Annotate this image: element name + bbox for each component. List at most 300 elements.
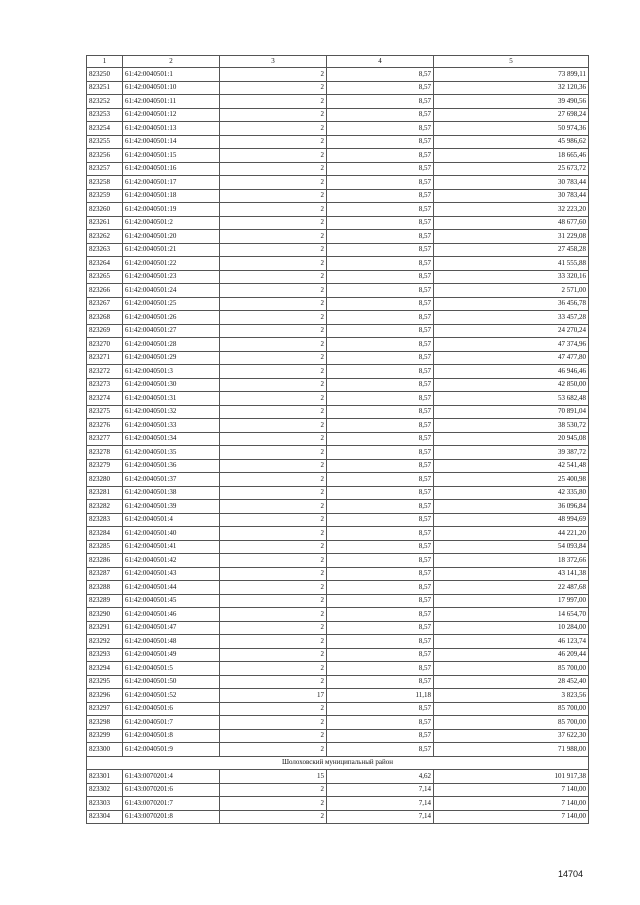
cell-cadastral-number: 61:42:0040501:5 <box>123 662 220 676</box>
table-row <box>87 149 589 163</box>
page-number: 14704 <box>557 869 583 879</box>
cell-cadastral-number: 61:42:0040501:13 <box>123 122 220 136</box>
cell-cadastral-number: 61:42:0040501:26 <box>123 311 220 325</box>
table-row <box>87 702 589 716</box>
cell-cadastral-number: 61:42:0040501:11 <box>123 95 220 109</box>
cell-value: 42 335,80 <box>434 486 589 500</box>
cell-cadastral-number: 61:42:0040501:4 <box>123 513 220 527</box>
cell-col3: 2 <box>220 594 327 608</box>
cell-cadastral-number: 61:42:0040501:20 <box>123 230 220 244</box>
cell-cadastral-number: 61:42:0040501:30 <box>123 378 220 392</box>
cell-col4: 8,57 <box>327 729 434 743</box>
cell-id: 823280 <box>87 473 123 487</box>
cell-cadastral-number: 61:42:0040501:2 <box>123 216 220 230</box>
cell-cadastral-number: 61:42:0040501:24 <box>123 284 220 298</box>
cell-id: 823267 <box>87 297 123 311</box>
cell-value: 42 850,00 <box>434 378 589 392</box>
cell-value: 30 783,44 <box>434 189 589 203</box>
cell-value: 47 374,96 <box>434 338 589 352</box>
table-row <box>87 243 589 257</box>
cell-col3: 2 <box>220 122 327 136</box>
cell-cadastral-number: 61:42:0040501:36 <box>123 459 220 473</box>
table-row <box>87 635 589 649</box>
cell-value: 7 140,00 <box>434 783 589 797</box>
cell-id: 823287 <box>87 567 123 581</box>
cell-col3: 2 <box>220 338 327 352</box>
cell-value: 24 270,24 <box>434 324 589 338</box>
section-title: Шолоховский муниципальный район <box>87 756 589 770</box>
cell-id: 823279 <box>87 459 123 473</box>
table-row <box>87 351 589 365</box>
cell-col4: 8,57 <box>327 459 434 473</box>
table-row <box>87 338 589 352</box>
table-row <box>87 324 589 338</box>
cell-col3: 2 <box>220 108 327 122</box>
cell-id: 823277 <box>87 432 123 446</box>
cell-cadastral-number: 61:42:0040501:7 <box>123 716 220 730</box>
cell-col3: 2 <box>220 257 327 271</box>
table-row <box>87 122 589 136</box>
cell-cadastral-number: 61:42:0040501:6 <box>123 702 220 716</box>
cell-cadastral-number: 61:42:0040501:23 <box>123 270 220 284</box>
table-row <box>87 68 589 82</box>
cell-value: 28 452,40 <box>434 675 589 689</box>
cell-col3: 2 <box>220 243 327 257</box>
table-row <box>87 729 589 743</box>
cell-id: 823258 <box>87 176 123 190</box>
cell-value: 39 490,56 <box>434 95 589 109</box>
cell-value: 53 682,48 <box>434 392 589 406</box>
cell-value: 85 700,00 <box>434 702 589 716</box>
cell-value: 36 456,78 <box>434 297 589 311</box>
table-row <box>87 203 589 217</box>
cell-value: 7 140,00 <box>434 797 589 811</box>
cell-col4: 8,57 <box>327 540 434 554</box>
cell-col3: 2 <box>220 486 327 500</box>
cell-col3: 2 <box>220 783 327 797</box>
cell-col4: 11,18 <box>327 689 434 703</box>
table-row <box>87 378 589 392</box>
table-row <box>87 432 589 446</box>
cell-id: 823276 <box>87 419 123 433</box>
table-row <box>87 162 589 176</box>
table-row <box>87 392 589 406</box>
cell-col3: 2 <box>220 311 327 325</box>
cell-cadastral-number: 61:42:0040501:14 <box>123 135 220 149</box>
table-row <box>87 95 589 109</box>
cell-id: 823255 <box>87 135 123 149</box>
cell-col4: 7,14 <box>327 783 434 797</box>
table-row <box>87 810 589 824</box>
cell-cadastral-number: 61:42:0040501:44 <box>123 581 220 595</box>
cell-cadastral-number: 61:42:0040501:17 <box>123 176 220 190</box>
cell-col4: 8,57 <box>327 108 434 122</box>
cell-col4: 8,57 <box>327 68 434 82</box>
cell-id: 823262 <box>87 230 123 244</box>
cell-col4: 8,57 <box>327 675 434 689</box>
cell-id: 823272 <box>87 365 123 379</box>
cell-value: 39 387,72 <box>434 446 589 460</box>
cell-value: 27 698,24 <box>434 108 589 122</box>
cell-col4: 8,57 <box>327 743 434 757</box>
cell-col4: 8,57 <box>327 216 434 230</box>
cell-value: 85 700,00 <box>434 716 589 730</box>
table-row <box>87 216 589 230</box>
cell-value: 3 823,56 <box>434 689 589 703</box>
cell-col3: 17 <box>220 689 327 703</box>
table-row <box>87 270 589 284</box>
cell-cadastral-number: 61:42:0040501:39 <box>123 500 220 514</box>
cell-col3: 2 <box>220 392 327 406</box>
table-row <box>87 297 589 311</box>
cell-col3: 2 <box>220 176 327 190</box>
cell-col3: 2 <box>220 743 327 757</box>
table-row <box>87 500 589 514</box>
cell-col3: 2 <box>220 729 327 743</box>
cell-col4: 8,57 <box>327 81 434 95</box>
cell-col4: 8,57 <box>327 189 434 203</box>
table-row <box>87 230 589 244</box>
cell-col4: 8,57 <box>327 257 434 271</box>
cell-id: 823261 <box>87 216 123 230</box>
cell-col4: 8,57 <box>327 405 434 419</box>
cell-col4: 8,57 <box>327 162 434 176</box>
cell-col4: 8,57 <box>327 554 434 568</box>
cell-id: 823256 <box>87 149 123 163</box>
cell-value: 18 372,66 <box>434 554 589 568</box>
section-row <box>87 756 589 770</box>
cell-value: 54 093,84 <box>434 540 589 554</box>
cell-cadastral-number: 61:43:0070201:6 <box>123 783 220 797</box>
cell-id: 823304 <box>87 810 123 824</box>
cell-col3: 2 <box>220 432 327 446</box>
cell-col3: 2 <box>220 81 327 95</box>
cell-id: 823300 <box>87 743 123 757</box>
cell-cadastral-number: 61:43:0070201:7 <box>123 797 220 811</box>
table-row <box>87 648 589 662</box>
cell-cadastral-number: 61:42:0040501:31 <box>123 392 220 406</box>
cell-col4: 8,57 <box>327 635 434 649</box>
cell-id: 823299 <box>87 729 123 743</box>
table-row <box>87 716 589 730</box>
table-row <box>87 311 589 325</box>
cell-col3: 2 <box>220 419 327 433</box>
cell-value: 14 654,70 <box>434 608 589 622</box>
cell-col4: 8,57 <box>327 432 434 446</box>
cell-cadastral-number: 61:42:0040501:43 <box>123 567 220 581</box>
cell-id: 823282 <box>87 500 123 514</box>
table-row <box>87 689 589 703</box>
cell-value: 71 988,00 <box>434 743 589 757</box>
cell-cadastral-number: 61:42:0040501:35 <box>123 446 220 460</box>
cell-cadastral-number: 61:42:0040501:52 <box>123 689 220 703</box>
cell-col4: 8,57 <box>327 176 434 190</box>
cell-cadastral-number: 61:42:0040501:29 <box>123 351 220 365</box>
cell-col3: 2 <box>220 68 327 82</box>
cell-cadastral-number: 61:42:0040501:33 <box>123 419 220 433</box>
cell-col4: 8,57 <box>327 473 434 487</box>
cell-cadastral-number: 61:43:0070201:4 <box>123 770 220 784</box>
cell-id: 823253 <box>87 108 123 122</box>
table-row <box>87 176 589 190</box>
cell-cadastral-number: 61:42:0040501:41 <box>123 540 220 554</box>
cell-value: 46 123,74 <box>434 635 589 649</box>
cell-col4: 8,57 <box>327 608 434 622</box>
cell-col4: 8,57 <box>327 662 434 676</box>
cell-value: 48 994,69 <box>434 513 589 527</box>
table-row <box>87 743 589 757</box>
cell-col3: 2 <box>220 675 327 689</box>
cell-col3: 2 <box>220 95 327 109</box>
cell-col4: 8,57 <box>327 135 434 149</box>
cell-cadastral-number: 61:42:0040501:1 <box>123 68 220 82</box>
cell-id: 823292 <box>87 635 123 649</box>
cell-cadastral-number: 61:42:0040501:12 <box>123 108 220 122</box>
table-row <box>87 365 589 379</box>
cell-cadastral-number: 61:42:0040501:38 <box>123 486 220 500</box>
cell-id: 823273 <box>87 378 123 392</box>
cell-col4: 8,57 <box>327 351 434 365</box>
cell-id: 823288 <box>87 581 123 595</box>
column-header-4: 4 <box>327 56 434 68</box>
cell-id: 823303 <box>87 797 123 811</box>
cell-col3: 2 <box>220 189 327 203</box>
cell-id: 823291 <box>87 621 123 635</box>
cell-value: 48 677,60 <box>434 216 589 230</box>
cell-value: 30 783,44 <box>434 176 589 190</box>
cell-cadastral-number: 61:42:0040501:34 <box>123 432 220 446</box>
cell-value: 85 700,00 <box>434 662 589 676</box>
table-row <box>87 135 589 149</box>
table-row <box>87 513 589 527</box>
cell-id: 823254 <box>87 122 123 136</box>
cell-cadastral-number: 61:42:0040501:3 <box>123 365 220 379</box>
cell-col3: 2 <box>220 351 327 365</box>
cell-col4: 8,57 <box>327 365 434 379</box>
table-row <box>87 554 589 568</box>
cell-id: 823265 <box>87 270 123 284</box>
table-body <box>87 68 589 824</box>
cell-id: 823250 <box>87 68 123 82</box>
cell-value: 46 209,44 <box>434 648 589 662</box>
table-row <box>87 473 589 487</box>
cell-value: 101 917,38 <box>434 770 589 784</box>
cell-value: 7 140,00 <box>434 810 589 824</box>
table-row <box>87 405 589 419</box>
column-header-5: 5 <box>434 56 589 68</box>
cell-col4: 8,57 <box>327 122 434 136</box>
cell-col3: 2 <box>220 797 327 811</box>
cell-col3: 2 <box>220 527 327 541</box>
cell-cadastral-number: 61:42:0040501:50 <box>123 675 220 689</box>
cell-col4: 8,57 <box>327 648 434 662</box>
cell-col4: 8,57 <box>327 378 434 392</box>
cell-col3: 2 <box>220 297 327 311</box>
cell-col4: 8,57 <box>327 594 434 608</box>
cell-value: 47 477,80 <box>434 351 589 365</box>
cell-id: 823281 <box>87 486 123 500</box>
table-row <box>87 608 589 622</box>
cell-col4: 8,57 <box>327 567 434 581</box>
cell-value: 27 458,28 <box>434 243 589 257</box>
cell-id: 823293 <box>87 648 123 662</box>
header-row <box>87 56 589 68</box>
table-row <box>87 108 589 122</box>
cell-col4: 8,57 <box>327 621 434 635</box>
cell-col3: 2 <box>220 513 327 527</box>
cell-cadastral-number: 61:42:0040501:47 <box>123 621 220 635</box>
cell-cadastral-number: 61:42:0040501:37 <box>123 473 220 487</box>
cell-value: 50 974,36 <box>434 122 589 136</box>
cell-col4: 8,57 <box>327 527 434 541</box>
cell-cadastral-number: 61:42:0040501:10 <box>123 81 220 95</box>
cell-col3: 2 <box>220 716 327 730</box>
cell-id: 823268 <box>87 311 123 325</box>
cell-col3: 2 <box>220 378 327 392</box>
cell-col4: 8,57 <box>327 716 434 730</box>
table-row <box>87 675 589 689</box>
cell-value: 20 945,08 <box>434 432 589 446</box>
cell-id: 823298 <box>87 716 123 730</box>
table-row <box>87 783 589 797</box>
cell-cadastral-number: 61:42:0040501:42 <box>123 554 220 568</box>
cell-id: 823297 <box>87 702 123 716</box>
cell-col4: 8,57 <box>327 311 434 325</box>
table-row <box>87 459 589 473</box>
table-row <box>87 770 589 784</box>
cell-id: 823278 <box>87 446 123 460</box>
cell-value: 45 986,62 <box>434 135 589 149</box>
cell-cadastral-number: 61:42:0040501:9 <box>123 743 220 757</box>
cell-col4: 8,57 <box>327 149 434 163</box>
cell-col4: 8,57 <box>327 203 434 217</box>
cell-col4: 7,14 <box>327 797 434 811</box>
cell-col3: 2 <box>220 567 327 581</box>
cell-cadastral-number: 61:42:0040501:27 <box>123 324 220 338</box>
cell-col4: 8,57 <box>327 702 434 716</box>
cell-col3: 2 <box>220 702 327 716</box>
cell-id: 823264 <box>87 257 123 271</box>
table-row <box>87 189 589 203</box>
cell-col4: 8,57 <box>327 270 434 284</box>
cell-col3: 2 <box>220 365 327 379</box>
cell-cadastral-number: 61:43:0070201:8 <box>123 810 220 824</box>
cell-value: 70 891,04 <box>434 405 589 419</box>
cell-cadastral-number: 61:42:0040501:49 <box>123 648 220 662</box>
cell-id: 823259 <box>87 189 123 203</box>
cell-value: 41 555,88 <box>434 257 589 271</box>
cell-col3: 2 <box>220 621 327 635</box>
cell-col3: 2 <box>220 324 327 338</box>
cell-col3: 2 <box>220 446 327 460</box>
cell-col3: 2 <box>220 459 327 473</box>
cell-col3: 2 <box>220 149 327 163</box>
cell-col3: 15 <box>220 770 327 784</box>
table-row <box>87 567 589 581</box>
cell-col3: 2 <box>220 662 327 676</box>
cell-col3: 2 <box>220 648 327 662</box>
cell-col4: 8,57 <box>327 486 434 500</box>
cell-id: 823270 <box>87 338 123 352</box>
table-row <box>87 621 589 635</box>
cell-id: 823269 <box>87 324 123 338</box>
cell-id: 823257 <box>87 162 123 176</box>
cell-id: 823260 <box>87 203 123 217</box>
cell-col3: 2 <box>220 608 327 622</box>
cell-cadastral-number: 61:42:0040501:48 <box>123 635 220 649</box>
table-row <box>87 527 589 541</box>
cell-value: 44 221,20 <box>434 527 589 541</box>
cell-col4: 4,62 <box>327 770 434 784</box>
cell-col4: 8,57 <box>327 392 434 406</box>
cell-id: 823296 <box>87 689 123 703</box>
cell-id: 823266 <box>87 284 123 298</box>
cell-value: 38 530,72 <box>434 419 589 433</box>
cell-col3: 2 <box>220 581 327 595</box>
cell-id: 823295 <box>87 675 123 689</box>
cell-id: 823263 <box>87 243 123 257</box>
cell-col4: 8,57 <box>327 338 434 352</box>
table-row <box>87 540 589 554</box>
table-row <box>87 81 589 95</box>
cell-col3: 2 <box>220 216 327 230</box>
cell-value: 37 622,30 <box>434 729 589 743</box>
cell-cadastral-number: 61:42:0040501:18 <box>123 189 220 203</box>
cell-id: 823301 <box>87 770 123 784</box>
cell-col4: 8,57 <box>327 230 434 244</box>
cell-col3: 2 <box>220 405 327 419</box>
cell-col3: 2 <box>220 135 327 149</box>
cell-value: 22 487,68 <box>434 581 589 595</box>
cell-id: 823275 <box>87 405 123 419</box>
cell-id: 823290 <box>87 608 123 622</box>
cell-cadastral-number: 61:42:0040501:15 <box>123 149 220 163</box>
cell-col4: 8,57 <box>327 419 434 433</box>
cell-id: 823251 <box>87 81 123 95</box>
cell-id: 823283 <box>87 513 123 527</box>
cell-value: 42 541,48 <box>434 459 589 473</box>
cell-cadastral-number: 61:42:0040501:25 <box>123 297 220 311</box>
cell-col4: 8,57 <box>327 297 434 311</box>
cell-id: 823284 <box>87 527 123 541</box>
cell-id: 823271 <box>87 351 123 365</box>
cell-id: 823294 <box>87 662 123 676</box>
cell-cadastral-number: 61:42:0040501:32 <box>123 405 220 419</box>
cell-col3: 2 <box>220 270 327 284</box>
cell-value: 33 457,28 <box>434 311 589 325</box>
cell-id: 823274 <box>87 392 123 406</box>
column-header-3: 3 <box>220 56 327 68</box>
table-row <box>87 419 589 433</box>
cell-value: 25 400,98 <box>434 473 589 487</box>
cell-col3: 2 <box>220 635 327 649</box>
cell-value: 31 229,08 <box>434 230 589 244</box>
cell-cadastral-number: 61:42:0040501:28 <box>123 338 220 352</box>
cell-value: 18 665,46 <box>434 149 589 163</box>
cell-col3: 2 <box>220 203 327 217</box>
table-row <box>87 446 589 460</box>
cell-col4: 8,57 <box>327 581 434 595</box>
cell-id: 823289 <box>87 594 123 608</box>
cell-cadastral-number: 61:42:0040501:40 <box>123 527 220 541</box>
cell-value: 46 946,46 <box>434 365 589 379</box>
cell-cadastral-number: 61:42:0040501:46 <box>123 608 220 622</box>
cell-id: 823285 <box>87 540 123 554</box>
cell-col3: 2 <box>220 554 327 568</box>
table-row <box>87 581 589 595</box>
cell-cadastral-number: 61:42:0040501:22 <box>123 257 220 271</box>
column-header-2: 2 <box>123 56 220 68</box>
